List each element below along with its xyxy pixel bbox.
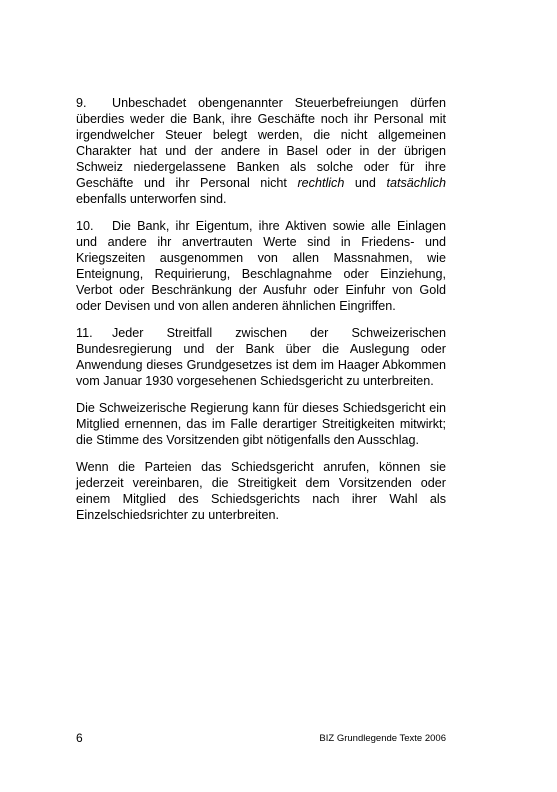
paragraph-text: Die Bank, ihr Eigentum, ihre Aktiven sowie alle Einlagen und andere ihr anvertrauten Werte sind in Friedens- und Kriegszeiten ausgenommen von allen Massnahmen, wie Enteignung, Requirierung, Beschlagnahme oder Einziehung, Verbot oder Beschränkung der Ausfuhr oder Einfuhr von Gold oder Devisen und von allen anderen ähnlichen Eingriffen. [76,219,446,313]
article-number: 9. [76,96,87,110]
paragraph [76,400,446,448]
article-paragraph [76,95,446,207]
paragraph-text: Unbeschadet obengenannter Steuerbefreiungen dürfen überdies weder die Bank, ihre Geschäfte noch ihr Personal mit irgendwelcher Steuer belegt werden, die nicht allgemeinen Charakter hat und der andere in Basel oder in der übrigen Schweiz niedergelassene Banken als solche oder für ihre Geschäfte und ihr Personal nicht [76,96,446,190]
article-number: 10. [76,219,94,233]
emphasized-text: tatsächlich [386,176,446,190]
document-body [76,95,446,534]
article-paragraph [76,325,446,389]
paragraph-text: Wenn die Parteien das Schiedsgericht anrufen, können sie jederzeit vereinbaren, die Streitigkeit dem Vorsitzenden oder einem Mitglied des Schiedsgerichts nach ihrer Wahl als Einzelschiedsrichter zu unterbreiten. [76,460,446,522]
paragraph-text: und [344,176,387,190]
emphasized-text: rechtlich [297,176,345,190]
page-number: 6 [76,731,83,745]
paragraph [76,459,446,523]
paragraph-text: Die Schweizerische Regierung kann für dieses Schiedsgericht ein Mitglied ernennen, das im Falle derartiger Streitigkeiten mitwirkt; die Stimme des Vorsitzenden gibt nötigenfalls den Ausschlag. [76,401,446,447]
article-paragraph [76,218,446,314]
article-number: 11. [76,326,93,340]
footer-publication-title: BIZ Grundlegende Texte 2006 [319,733,446,744]
paragraph-text: ebenfalls unterworfen sind. [76,192,227,206]
paragraph-text: Jeder Streitfall zwischen der Schweizerischen Bundesregierung und der Bank über die Auslegung oder Anwendung dieses Grundgesetzes ist dem im Haager Abkommen vom Januar 1930 vorgesehenen Schiedsgericht zu unterbreiten. [76,326,446,388]
